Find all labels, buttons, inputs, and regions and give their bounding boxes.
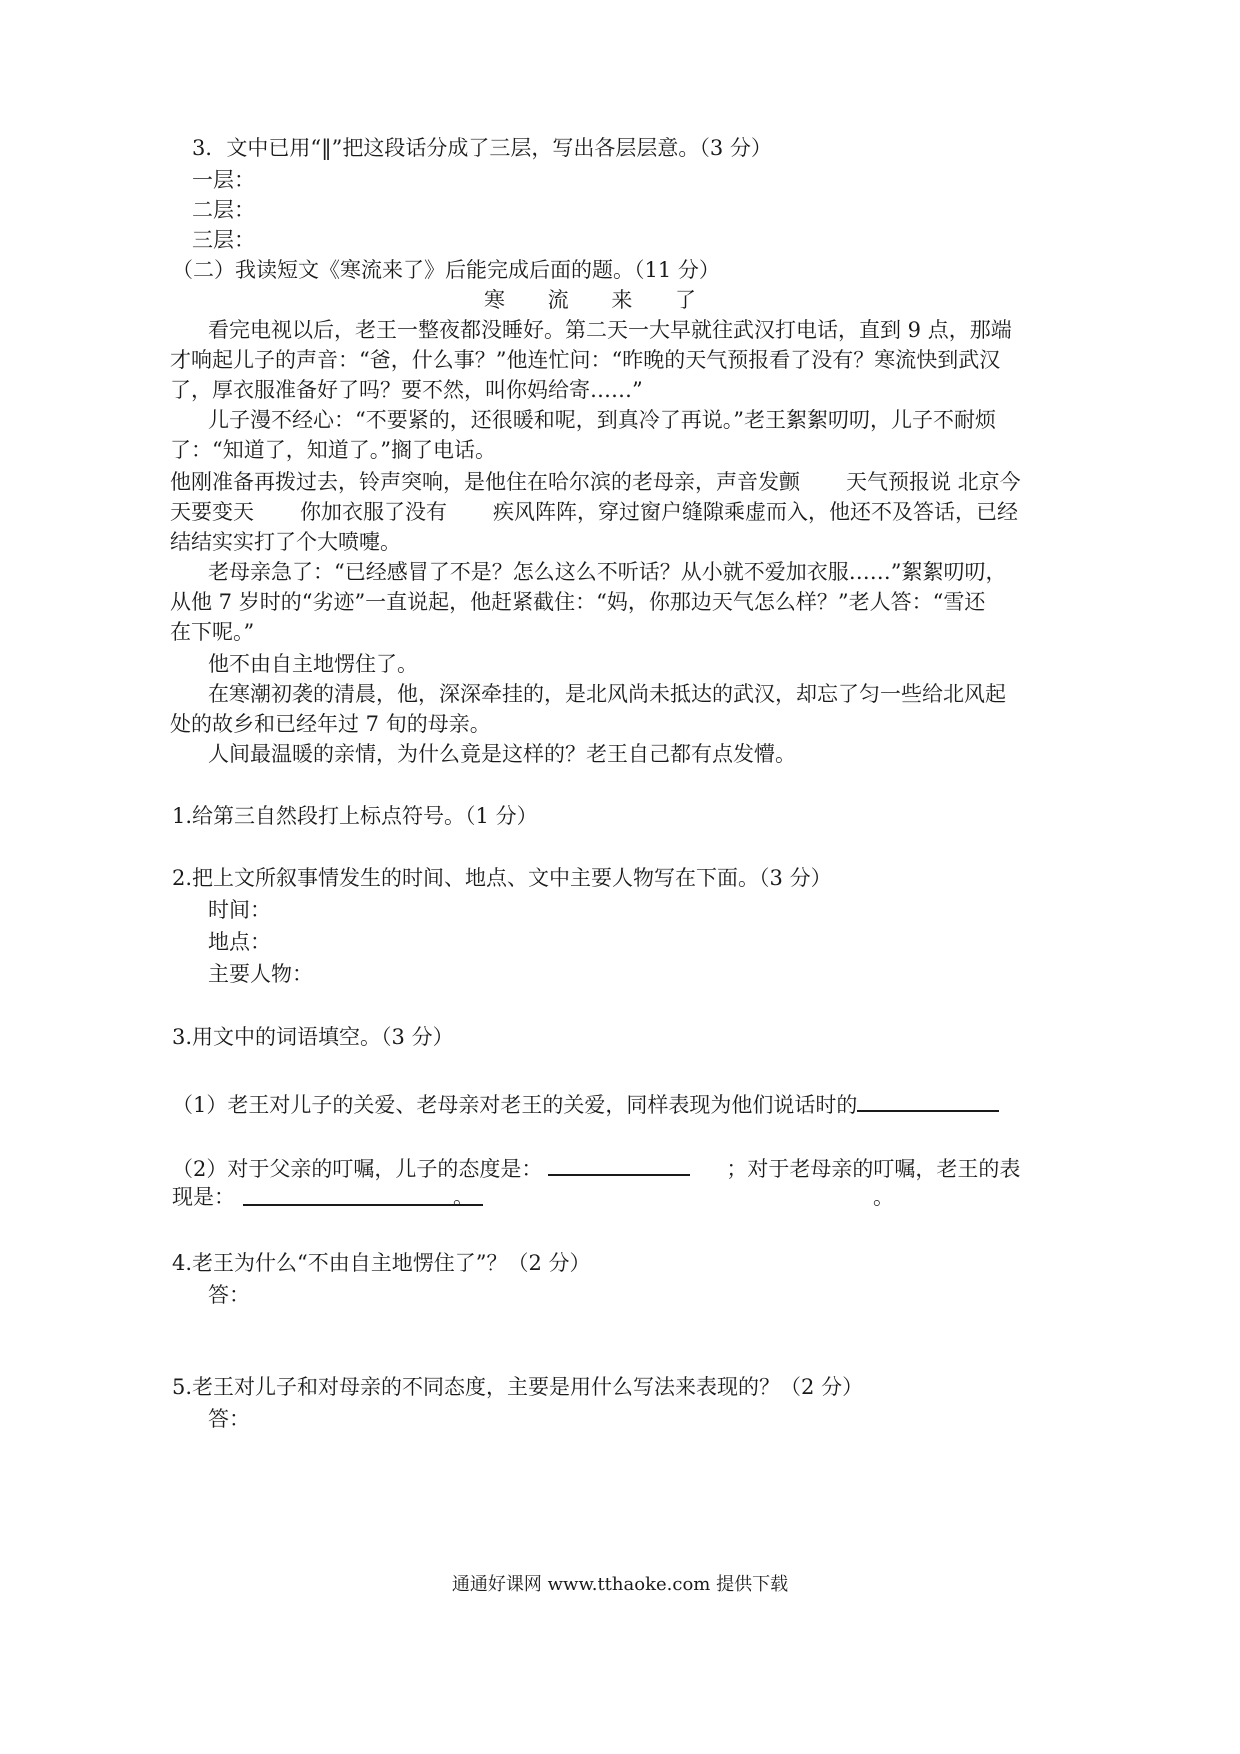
layer-3-label: 三层： — [192, 228, 255, 252]
answer-blank[interactable] — [243, 1182, 483, 1209]
question-5: 5.老王对儿子和对母亲的不同态度，主要是用什么写法来表现的？（2 分） — [172, 1375, 864, 1399]
article-p5-line1: 他不由自主地愣住了。 — [208, 652, 418, 676]
question-5-answer-label: 答： — [208, 1407, 250, 1431]
article-p3-line2 — [0, 497, 1240, 527]
question-3-2-period: 。 — [453, 1185, 474, 1209]
question-4: 4.老王为什么“不由自主地愣住了”？（2 分） — [172, 1251, 591, 1275]
question-1: 1.给第三自然段打上标点符号。（1 分） — [172, 804, 538, 828]
layer-2-label: 二层： — [192, 198, 255, 222]
article-p6-line1: 在寒潮初袭的清晨，他，深深牵挂的，是北风尚未抵达的武汉，却忘了匀一些给北风起 — [208, 682, 1006, 706]
article-p1-line2: 才响起儿子的声音：“爸，什么事？”他连忙问：“昨晚的天气预报看了没有？寒流快到武汉 — [170, 348, 1001, 372]
article-p1-line1: 看完电视以后，老王一整夜都没睡好。第二天一大早就往武汉打电话，直到 9 点，那端 — [208, 318, 1012, 342]
question-2: 2.把上文所叙事情发生的时间、地点、文中主要人物写在下面。（3 分） — [172, 866, 832, 890]
article-p7-line1: 人间最温暖的亲情，为什么竟是这样的？老王自己都有点发懵。 — [208, 742, 796, 766]
page-footer: 通通好课网 www.tthaoke.com 提供下载 — [451, 1574, 789, 1595]
article-p4-line2: 从他 7 岁时的“劣迹”一直说起，他赶紧截住：“妈，你那边天气怎么样？”老人答：“雪还 — [170, 590, 986, 614]
question-3-2-text: ；对于老母亲的叮嘱，老王的表 — [726, 1157, 1021, 1181]
question-3-2-text: （2）对于父亲的叮嘱，儿子的态度是： — [172, 1157, 543, 1181]
layer-1-label: 一层： — [192, 168, 255, 192]
article-p3-line1 — [0, 467, 1240, 497]
article-p3-segment: 你加衣服了没有 — [300, 500, 447, 524]
article-p2-line2: 了：“知道了，知道了。”搁了电话。 — [170, 438, 496, 462]
article-p2-line1: 儿子漫不经心：“不要紧的，还很暖和呢，到真冷了再说。”老王絮絮叨叨，儿子不耐烦 — [208, 408, 996, 432]
article-title: 寒 流 来 了 — [484, 288, 715, 312]
question-3-2-period: 。 — [873, 1185, 894, 1209]
section-2-heading: （二）我读短文《寒流来了》后能完成后面的题。（11 分） — [172, 258, 720, 282]
answer-blank[interactable] — [857, 1088, 999, 1112]
question-3-1-text: （1）老王对儿子的关爱、老母亲对老王的关爱，同样表现为他们说话时的 — [172, 1093, 858, 1117]
question-3-2-text: 现是： — [172, 1185, 235, 1209]
question-2-place-label: 地点： — [208, 930, 271, 954]
article-p1-line3: 了，厚衣服准备好了吗？要不然，叫你妈给寄……” — [170, 378, 643, 402]
question-2-people-label: 主要人物： — [208, 962, 313, 986]
question-3-2-line2 — [0, 1182, 1240, 1212]
question-4-answer-label: 答： — [208, 1283, 250, 1307]
article-p4-line3: 在下呢。” — [170, 620, 255, 644]
article-p4-line1: 老母亲急了：“已经感冒了不是？怎么这么不听话？从小就不爱加衣服……”絮絮叨叨， — [208, 560, 1007, 584]
article-p6-line2: 处的故乡和已经年过 7 旬的母亲。 — [170, 712, 491, 736]
question-3-1 — [0, 1088, 1240, 1120]
question-2-time-label: 时间： — [208, 898, 271, 922]
article-p3-segment: 天要变天 — [170, 500, 254, 524]
article-p3-segment: 天气预报说 北京今 — [846, 470, 1021, 494]
question-3-2-line1 — [0, 1152, 1240, 1184]
article-p3-segment: 他刚准备再拨过去，铃声突响，是他住在哈尔滨的老母亲，声音发颤 — [170, 470, 800, 494]
question-3: 3.用文中的词语填空。（3 分） — [172, 1025, 454, 1049]
article-p3-segment: 疾风阵阵，穿过窗户缝隙乘虚而入，他还不及答话，已经 — [493, 500, 1018, 524]
article-p3-line3: 结结实实打了个大喷嚏。 — [170, 530, 401, 554]
question-3-layers: 3．文中已用“‖”把这段话分成了三层，写出各层层意。（3 分） — [192, 136, 772, 160]
answer-blank[interactable] — [548, 1152, 690, 1176]
